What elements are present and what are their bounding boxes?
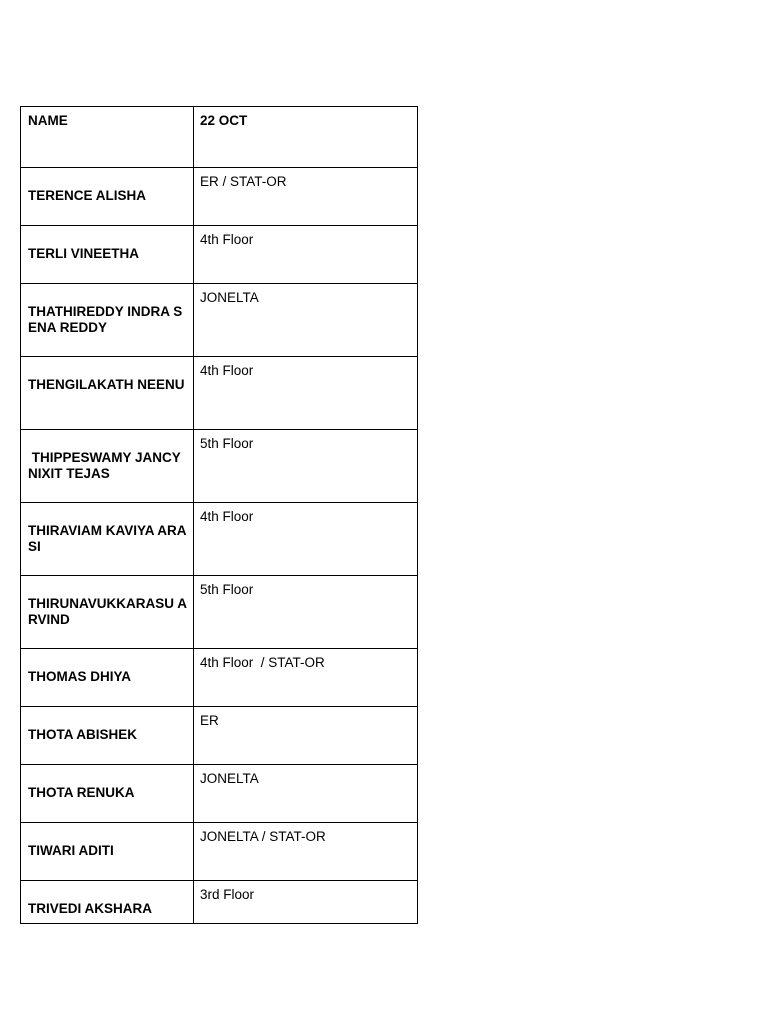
assignment-location: 4th Floor: [200, 509, 254, 524]
header-date-label: 22 OCT: [200, 113, 248, 128]
table-row: [21, 823, 418, 881]
assignment-location: 5th Floor: [200, 436, 254, 451]
location-cell: [194, 707, 418, 765]
table-row: [21, 430, 418, 503]
table-row: [21, 765, 418, 823]
name-cell: [21, 503, 194, 576]
person-name: THENGILAKATH NEENU: [28, 377, 185, 392]
location-cell: [194, 226, 418, 284]
table-row: [21, 707, 418, 765]
person-name: THIPPESWAMY JANCY NIXIT TEJAS: [28, 450, 185, 481]
table-row: [21, 649, 418, 707]
name-cell: [21, 823, 194, 881]
name-cell: [21, 576, 194, 649]
person-name: TERENCE ALISHA: [28, 188, 147, 203]
location-cell: [194, 357, 418, 430]
assignment-location: ER: [200, 713, 219, 728]
location-cell: [194, 168, 418, 226]
roster-sheet: [20, 106, 417, 924]
table-row: [21, 226, 418, 284]
person-name: THOTA RENUKA: [28, 785, 135, 800]
name-cell: [21, 357, 194, 430]
header-name-label: NAME: [28, 113, 68, 128]
header-row: [21, 107, 418, 168]
header-name-cell: [21, 107, 194, 168]
name-cell: [21, 707, 194, 765]
location-cell: [194, 881, 418, 924]
table-row: [21, 576, 418, 649]
name-cell: [21, 430, 194, 503]
name-cell: [21, 881, 194, 924]
location-cell: [194, 430, 418, 503]
person-name: TERLI VINEETHA: [28, 246, 140, 261]
table-row: [21, 357, 418, 430]
name-cell: [21, 284, 194, 357]
assignment-location: 3rd Floor: [200, 887, 255, 902]
assignment-location: 4th Floor: [200, 232, 254, 247]
table-row: [21, 284, 418, 357]
table-row: [21, 168, 418, 226]
header-date-cell: [194, 107, 418, 168]
assignment-location: 4th Floor: [200, 363, 254, 378]
person-name: THOTA ABISHEK: [28, 727, 137, 742]
location-cell: [194, 823, 418, 881]
table-row: [21, 503, 418, 576]
location-cell: [194, 765, 418, 823]
roster-table: [20, 106, 418, 924]
person-name: TIWARI ADITI: [28, 843, 114, 858]
location-cell: [194, 649, 418, 707]
person-name: THATHIREDDY INDRA SENA REDDY: [28, 304, 183, 335]
table-row: [21, 881, 418, 924]
location-cell: [194, 576, 418, 649]
location-cell: [194, 284, 418, 357]
assignment-location: ER / STAT-OR: [200, 174, 287, 189]
person-name: TRIVEDI AKSHARA: [28, 901, 153, 916]
name-cell: [21, 226, 194, 284]
person-name: THIRUNAVUKKARASU ARVIND: [28, 596, 187, 627]
person-name: THIRAVIAM KAVIYA ARASI: [28, 523, 187, 554]
person-name: THOMAS DHIYA: [28, 669, 132, 684]
assignment-location: JONELTA / STAT-OR: [200, 829, 326, 844]
name-cell: [21, 168, 194, 226]
assignment-location: 5th Floor: [200, 582, 254, 597]
name-cell: [21, 649, 194, 707]
name-cell: [21, 765, 194, 823]
assignment-location: JONELTA: [200, 290, 259, 305]
location-cell: [194, 503, 418, 576]
assignment-location: JONELTA: [200, 771, 259, 786]
assignment-location: 4th Floor / STAT-OR: [200, 655, 325, 670]
